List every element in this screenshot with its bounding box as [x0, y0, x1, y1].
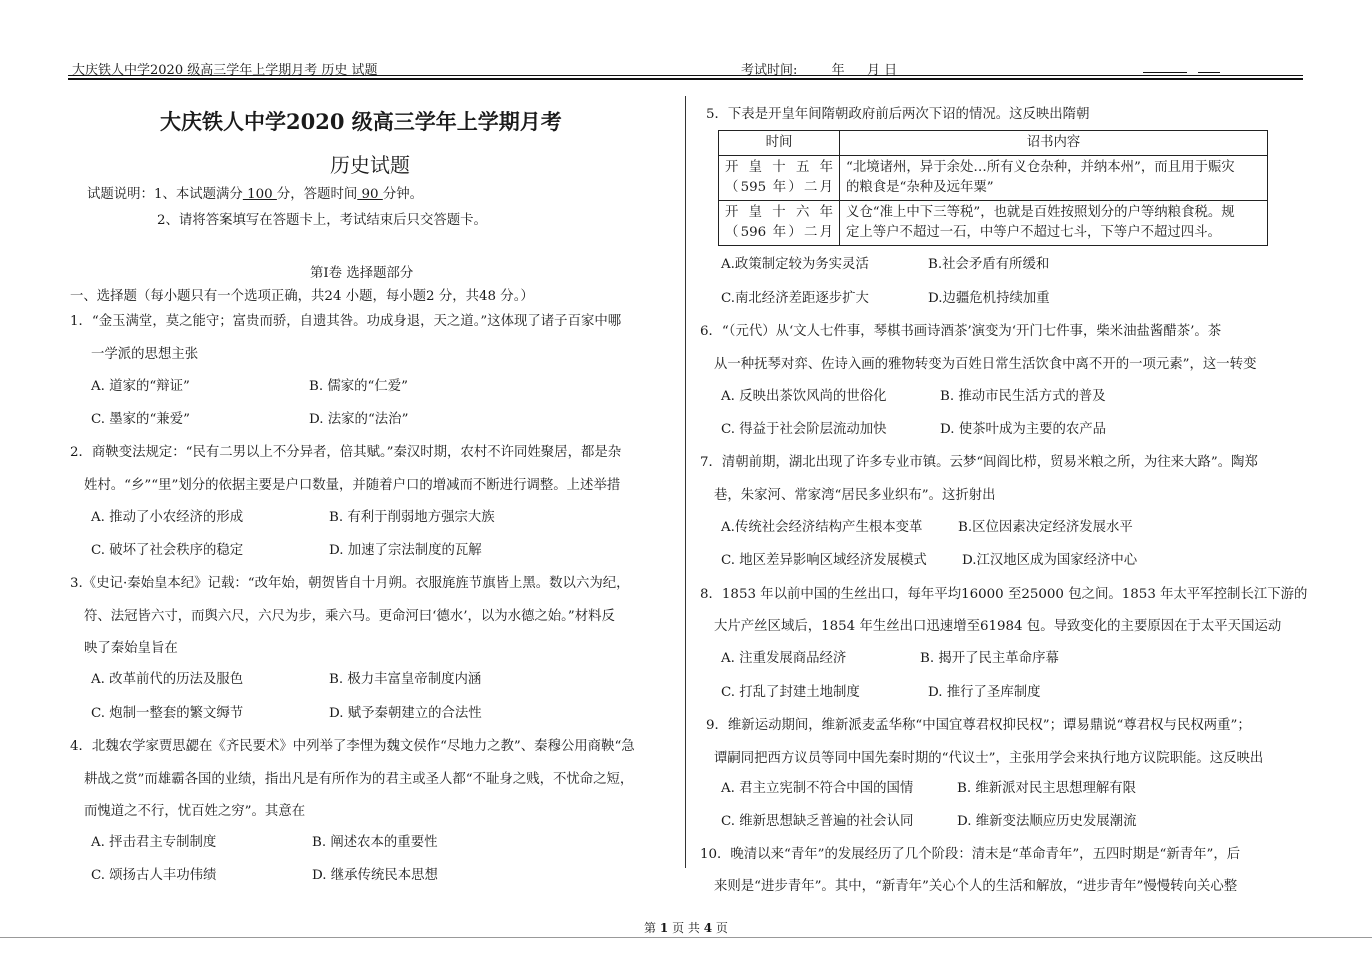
- row2-time-b: （596 年）二月: [725, 225, 833, 240]
- q7-option-b: B.区位因素决定经济发展水平: [958, 520, 1133, 535]
- q10-stem-2: 来则是“进步青年”。其中，“新青年”关心个人的生活和解放，“进步青年”慢慢转向关心整: [714, 879, 1238, 894]
- header-suffix: 试题: [351, 63, 378, 78]
- q1-option-b: B. 儒家的“仁爱”: [309, 379, 408, 394]
- section-heading: 第Ⅰ卷 选择题部分: [310, 266, 414, 281]
- table-cell-content: [840, 156, 1268, 201]
- q3-option-a: A. 改革前代的历法及服色: [91, 672, 244, 687]
- footer-pre: 第: [644, 921, 657, 935]
- page-subtitle: 历史试题: [330, 153, 410, 177]
- q4-option-a: A. 抨击君主专制制度: [91, 835, 217, 850]
- q4-option-b: B. 阐述农本的重要性: [312, 835, 438, 850]
- q8-option-a: A. 注重发展商品经济: [721, 651, 847, 666]
- q9-option-d: D. 维新变法顺应历史发展潮流: [957, 814, 1137, 829]
- q2-option-d: D. 加速了宗法制度的瓦解: [329, 543, 482, 558]
- row2-content-b: 定上等户不超过一石，中等户不超过七斗，下等户不超过四斗。: [846, 225, 1221, 240]
- q4-option-c: C. 颂扬古人丰功伟绩: [91, 868, 217, 883]
- q3-option-c: C. 炮制一整套的繁文缛节: [91, 706, 244, 721]
- page-total: 4: [703, 921, 713, 935]
- q2-option-c: C. 破坏了社会秩序的稳定: [91, 543, 244, 558]
- row1-content-a: “北境诸州，异于余处…所有义仓杂种，并纳本州”，而且用于赈灾: [846, 160, 1235, 175]
- table-head-content: 诏书内容: [840, 131, 1268, 156]
- blank-line-2: [1198, 72, 1220, 73]
- q3-option-d: D. 赋予秦朝建立的合法性: [329, 706, 482, 721]
- instructions-text-a: 试题说明：1、本试题满分: [87, 187, 243, 202]
- q5-option-a: A.政策制定较为务实灵活: [721, 257, 869, 272]
- q9-stem-1: 9．维新运动期间，维新派麦孟华称“中国宜尊君权抑民权”；谭易鼎说“尊君权与民权两重”；: [706, 718, 1251, 733]
- q2-stem-1: 2．商鞅变法规定：“民有二男以上不分异者，倍其赋。”秦汉时期，农村不许同姓聚居，都是杂: [70, 445, 622, 460]
- footer-post: 页: [715, 921, 728, 935]
- full-score: 100: [242, 187, 277, 202]
- q7-stem-1: 7．清朝前期，湖北出现了许多专业市镇。云梦“闾阎比栉，贸易米粮之所，为往来大路”。陶郑: [700, 455, 1258, 470]
- q3-stem-3: 映了秦始皇旨在: [84, 641, 178, 656]
- q4-stem-1: 4．北魏农学家贾思勰在《齐民要术》中列举了李悝为魏文侯作“尽地力之教”、秦穆公用商鞅“急: [70, 739, 635, 754]
- header-rule-thick: [68, 78, 1303, 80]
- row1-content-b: 的粮食是“杂种及远年粟”: [846, 180, 994, 195]
- q6-option-a: A. 反映出茶饮风尚的世俗化: [721, 389, 887, 404]
- q6-option-d: D. 使茶叶成为主要的农产品: [940, 422, 1107, 437]
- q9-option-b: B. 维新派对民主思想理解有限: [957, 781, 1137, 796]
- header-rule-thin: [68, 75, 1303, 76]
- bottom-rule: [0, 937, 1372, 938]
- q1-option-c: C. 墨家的“兼爱”: [91, 412, 190, 427]
- page-title: 大庆铁人中学2020 级高三学年上学期月考: [160, 109, 562, 134]
- table-cell-time: [719, 156, 840, 201]
- q6-option-c: C. 得益于社会阶层流动加快: [721, 422, 887, 437]
- q2-option-b: B. 有利于削弱地方强宗大族: [329, 510, 495, 525]
- q8-option-c: C. 打乱了封建土地制度: [721, 685, 860, 700]
- instructions-line-1: [87, 187, 423, 203]
- table-cell-time: [719, 201, 840, 246]
- row2-time-a: 开皇十六年: [725, 205, 833, 220]
- q8-option-b: B. 揭开了民主革命序幕: [920, 651, 1059, 666]
- q8-stem-1: 8．1853 年以前中国的生丝出口，每年平均16000 至25000 包之间。1853 年太平军控制长江下游的: [700, 587, 1308, 602]
- exam-month: 月: [866, 63, 880, 78]
- instructions-text-b: 分，答题时间: [276, 187, 358, 202]
- q5-option-c: C.南北经济差距逐步扩大: [721, 291, 869, 306]
- part-heading: 一、选择题（每小题只有一个选项正确，共24 小题，每小题2 分，共48 分。）: [70, 289, 534, 304]
- q8-stem-2: 大片产丝区域后，1854 年生丝出口迅速增至61984 包。导致变化的主要原因在于太平天国运动: [714, 619, 1282, 634]
- q7-stem-2: 巷，朱家河、常家湾“居民多业织布”。这折射出: [714, 488, 996, 503]
- q1-stem-2: 一学派的思想主张: [91, 347, 199, 362]
- q8-option-d: D. 推行了圣库制度: [928, 685, 1041, 700]
- q4-option-d: D. 继承传统民本思想: [312, 868, 438, 883]
- table-head-time: 时间: [719, 131, 840, 156]
- q9-option-a: A. 君主立宪制不符合中国的国情: [721, 781, 914, 796]
- q9-option-c: C. 维新思想缺乏普遍的社会认同: [721, 814, 914, 829]
- row1-time-b: （595 年）二月: [725, 180, 833, 195]
- q3-option-b: B. 极力丰富皇帝制度内涵: [329, 672, 482, 687]
- instructions-text-c: 分钟。: [382, 187, 423, 202]
- header-school: 大庆铁人中学2020 级高三学年上学期月考: [72, 63, 318, 78]
- q2-option-a: A. 推动了小农经济的形成: [91, 510, 244, 525]
- q3-stem-1: 3.《史记·秦始皇本纪》记载：“改年始，朝贺皆自十月朔。衣服旄旌节旗皆上黑。数以六为纪，: [70, 576, 630, 591]
- instructions-line-2: 2、请将答案填写在答题卡上，考试结束后只交答题卡。: [157, 213, 487, 228]
- q4-stem-3: 而愧道之不行，忧百姓之穷”。其意在: [84, 804, 306, 819]
- q1-option-a: A. 道家的“辩证”: [91, 379, 190, 394]
- q5-stem-1: 5．下表是开皇年间隋朝政府前后两次下诏的情况。这反映出隋朝: [706, 107, 1090, 122]
- blank-line-1: [1143, 72, 1187, 73]
- q6-stem-2: 从一种抚琴对弈、佐诗入画的雅物转变为百姓日常生活饮食中离不开的一项元素”，这一转变: [714, 357, 1257, 372]
- q2-stem-2: 姓村。“乡”“里”划分的依据主要是户口数量，并随着户口的增减而不断进行调整。上述举措: [84, 478, 621, 493]
- row1-time-a: 开皇十五年: [725, 160, 833, 175]
- table-cell-content: [840, 201, 1268, 246]
- exam-time-label: 考试时间:: [741, 63, 798, 78]
- q7-option-d: D.江汉地区成为国家经济中心: [962, 553, 1138, 568]
- q1-stem-1: 1．“金玉满堂，莫之能守；富贵而骄，自遗其咎。功成身退，天之道。”这体现了诸子百家中哪: [70, 314, 622, 329]
- q5-option-b: B.社会矛盾有所缓和: [928, 257, 1050, 272]
- footer-mid: 页 共: [672, 921, 700, 935]
- q9-stem-2: 谭嗣同把西方议员等同中国先秦时期的“代议士”，主张用学会来执行地方议院职能。这反映出: [714, 751, 1264, 766]
- exam-year: 年: [831, 63, 845, 78]
- q5-option-d: D.边疆危机持续加重: [928, 291, 1050, 306]
- q7-option-a: A.传统社会经济结构产生根本变革: [721, 520, 923, 535]
- answer-time: 90: [357, 187, 383, 202]
- column-divider: [685, 96, 686, 868]
- q1-option-d: D. 法家的“法治”: [309, 412, 409, 427]
- exam-day: 日: [879, 63, 902, 78]
- page-number: 1: [659, 921, 669, 935]
- page-footer: [0, 919, 1372, 936]
- q10-stem-1: 10．晚清以来“青年”的发展经历了几个阶段：清末是“革命青年”，五四时期是“新青年”，后: [700, 847, 1241, 862]
- table-row: [719, 156, 1268, 201]
- q6-stem-1: 6．“（元代）从‘文人七件事，琴棋书画诗酒茶’演变为‘开门七件事，柴米油盐酱醋茶’。茶: [700, 324, 1222, 339]
- table-header-row: [719, 131, 1268, 156]
- q3-stem-2: 符、法冠皆六寸，而舆六尺，六尺为步，乘六马。更命河曰‘德水’，以为水德之始。”材料反: [84, 609, 615, 624]
- q6-option-b: B. 推动市民生活方式的普及: [940, 389, 1106, 404]
- header-subject: 历史: [317, 63, 352, 78]
- q5-table: [718, 130, 1268, 246]
- table-row: [719, 201, 1268, 246]
- q4-stem-2: 耕战之赏”而雄霸各国的业绩，指出凡是有所作为的君主或圣人都“不耻身之贱，不忧命之短，: [84, 772, 634, 787]
- row2-content-a: 义仓“准上中下三等税”，也就是百姓按照划分的户等纳粮食税。规: [846, 205, 1235, 220]
- q7-option-c: C. 地区差异影响区域经济发展模式: [721, 553, 927, 568]
